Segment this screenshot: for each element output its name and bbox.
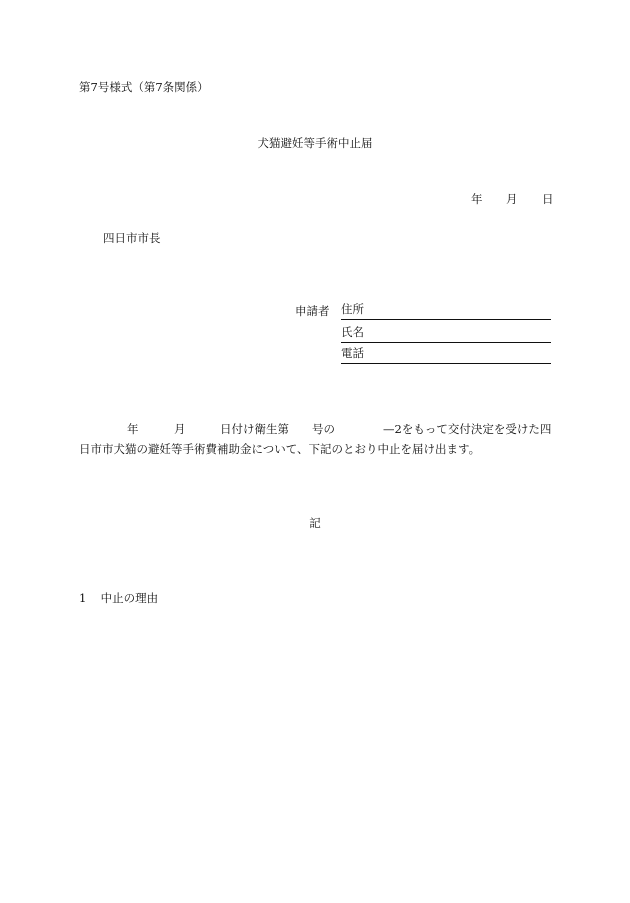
phone-label: 電話 (341, 346, 364, 360)
body-line-1-rest: —2をもって交付決定を受けた四 (383, 422, 552, 436)
body-dated-label: 日付け衛生第 (220, 422, 289, 436)
name-label: 氏名 (341, 325, 364, 339)
date-day-label: 日 (542, 192, 554, 206)
body-line-2: 日市市犬猫の避妊等手術費補助金について、下記のとおり中止を届け出ます。 (79, 442, 481, 456)
address-field[interactable] (341, 304, 551, 320)
body-year-label: 年 (127, 422, 139, 436)
document-title: 犬猫避妊等手術中止届 (257, 136, 373, 150)
name-field[interactable] (341, 327, 551, 343)
date-month-label: 月 (506, 192, 518, 206)
body-month-label: 月 (174, 422, 186, 436)
body-number-label: 号の (312, 422, 335, 436)
date-year-label: 年 (471, 192, 483, 206)
form-number: 第7号様式（第7条関係） (79, 80, 209, 94)
address-label: 住所 (341, 302, 364, 316)
phone-field[interactable] (341, 348, 551, 364)
ki-heading: 記 (309, 516, 321, 530)
list-item (79, 593, 158, 605)
item-label: 中止の理由 (100, 591, 159, 605)
item-number: 1 (79, 591, 87, 605)
applicant-label: 申請者 (295, 304, 330, 318)
recipient: 四日市市長 (103, 231, 161, 245)
